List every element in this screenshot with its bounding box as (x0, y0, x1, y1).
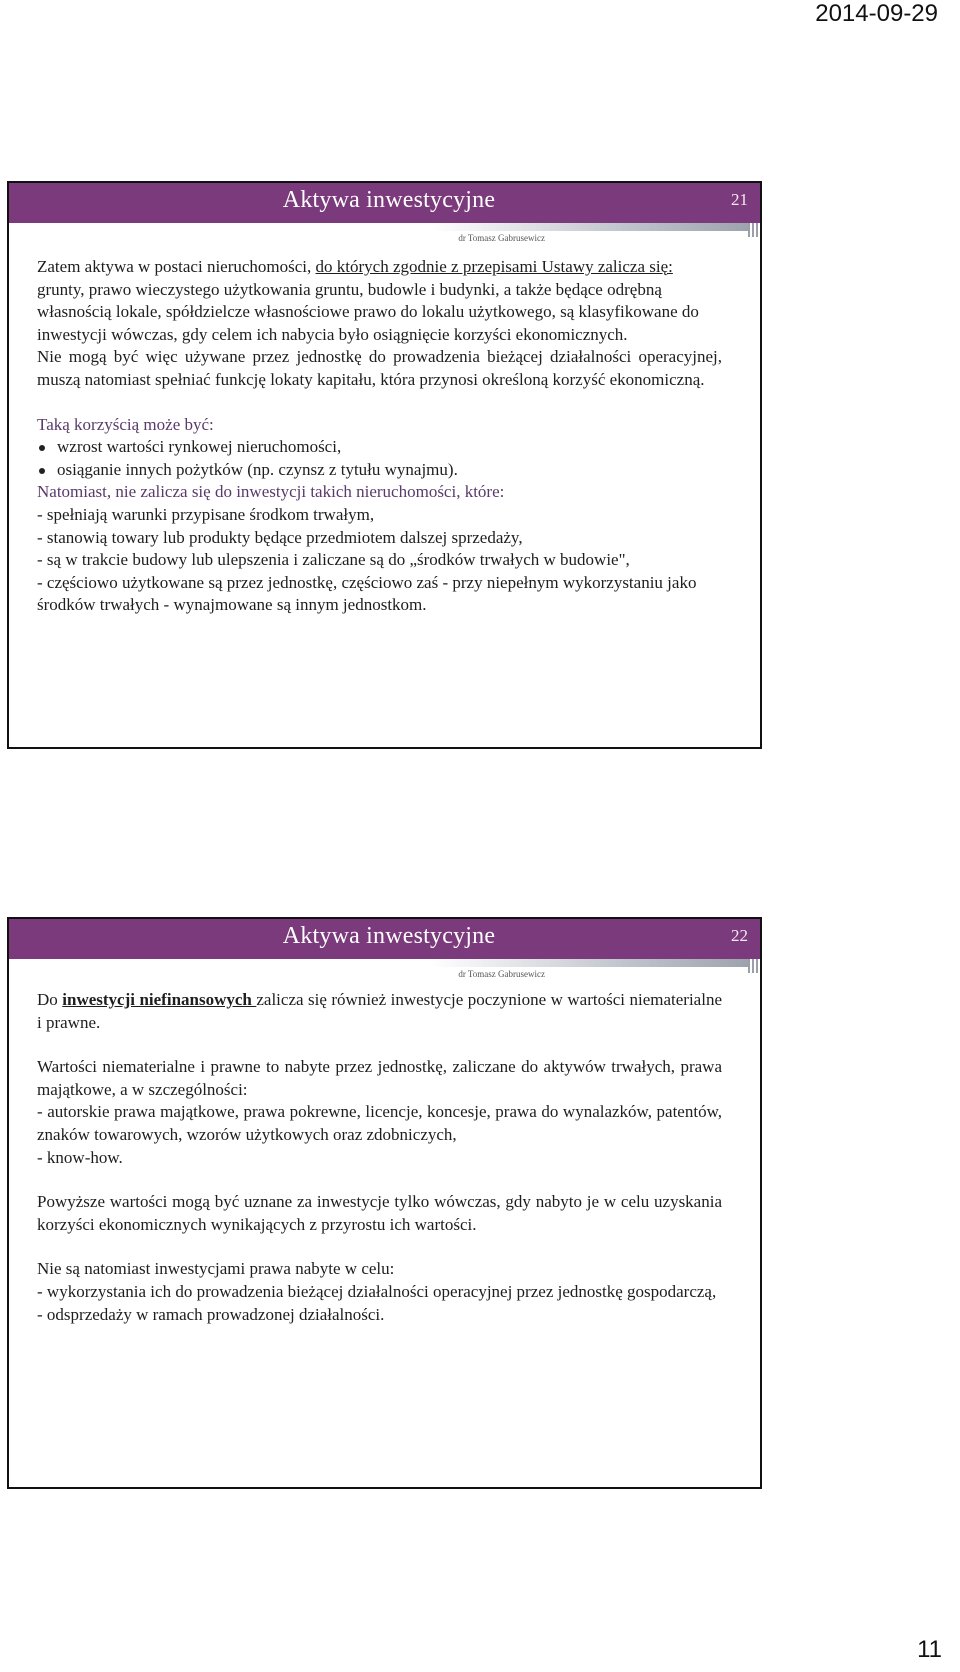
decorative-stripe (430, 223, 760, 231)
slide-title-bar (9, 183, 760, 223)
slide-author: dr Tomasz Gabrusewicz (458, 233, 545, 243)
text-run: Do (37, 990, 63, 1009)
paragraph: Nie są natomiast inwestycjami prawa nabyte w celu: (37, 1259, 395, 1279)
decorative-pattern (748, 223, 760, 237)
slide-21 (7, 181, 762, 749)
list-item: - częściowo użytkowane są przez jednostkę, częściowo zaś - przy niepełnym wykorzystaniu jako środków trwałych - wynajmowane są innym jednostkom. (37, 572, 697, 615)
slide-22 (7, 917, 762, 1489)
bullet-list (37, 436, 722, 481)
list-item: - autorskie prawa majątkowe, prawa pokrewne, licencje, koncesje, prawa do wynalazków, patentów, znaków towarowych, wzorów użytkowych oraz zdobniczych, (37, 1102, 722, 1144)
list-item: osiąganie innych pożytków (np. czynsz z tytułu wynajmu). (37, 459, 722, 482)
slide-title-bar (9, 919, 760, 959)
text-run: zalicza się również inwestycje poczynione w wartości niematerialne i prawne. (37, 990, 722, 1032)
list-item: wzrost wartości rynkowej nieruchomości, (37, 436, 722, 459)
slide-title: Aktywa inwestycyjne (282, 923, 496, 949)
slide-number: 21 (731, 190, 748, 209)
page-number: 11 (917, 1636, 942, 1663)
paragraph (37, 256, 722, 346)
exclusion-heading: Natomiast, nie zalicza się do inwestycji takich nieruchomości, które: (37, 482, 505, 502)
list-item: - są w trakcie budowy lub ulepszenia i zaliczane są do „środków trwałych w budowie", (37, 550, 630, 570)
underlined-text: do których zgodnie z przepisami Ustawy zalicza się: (315, 257, 673, 276)
page-date: 2014-09-29 (815, 0, 938, 27)
underlined-bold-text: inwestycji niefinansowych (62, 990, 257, 1009)
slide-number: 22 (731, 926, 748, 945)
slide-body (37, 256, 722, 617)
slide-author: dr Tomasz Gabrusewicz (458, 969, 545, 979)
list-item: - know-how. (37, 1147, 123, 1167)
paragraph: Powyższe wartości mogą być uznane za inwestycje tylko wówczas, gdy nabyto je w celu uzyskania korzyści ekonomicznych wynikających z przyrostu ich wartości. (37, 1192, 722, 1234)
list-item: - spełniają warunki przypisane środkom trwałym, (37, 504, 375, 524)
paragraph: Wartości niematerialne i prawne to nabyte przez jednostkę, zaliczane do aktywów trwałych, prawa majątkowe, a w szczególności: (37, 1057, 722, 1099)
list-item: - stanowią towary lub produkty będące przedmiotem dalszej sprzedaży, (37, 527, 523, 547)
decorative-pattern (748, 959, 760, 973)
decorative-stripe (430, 959, 760, 967)
paragraph (37, 989, 722, 1034)
text-run: Zatem aktywa w postaci nieruchomości, (37, 257, 316, 276)
benefit-heading: Taką korzyścią może być: (37, 414, 214, 434)
paragraph: Nie mogą być więc używane przez jednostkę do prowadzenia bieżącej działalności operacyjnej, muszą natomiast spełniać funkcję lokaty kapitału, która przynosi określoną korzyść ekonomiczną. (37, 347, 722, 389)
list-item: - wykorzystania ich do prowadzenia bieżącej działalności operacyjnej przez jednostkę gospodarczą, (37, 1281, 717, 1301)
list-item: - odsprzedaży w ramach prowadzonej działalności. (37, 1304, 385, 1324)
slide-title: Aktywa inwestycyjne (282, 187, 496, 213)
text-run: grunty, prawo wieczystego użytkowania gruntu, budowle i budynki, a także będące odrębną własnością lokale, spółdzielcze własnościowe prawo do lokalu użytkowego, są klasyfikowane do inwestycji wówczas, gdy celem ich nabycia było osiągnięcie korzyści ekonomicznych. (37, 279, 699, 344)
slide-body (37, 989, 722, 1326)
